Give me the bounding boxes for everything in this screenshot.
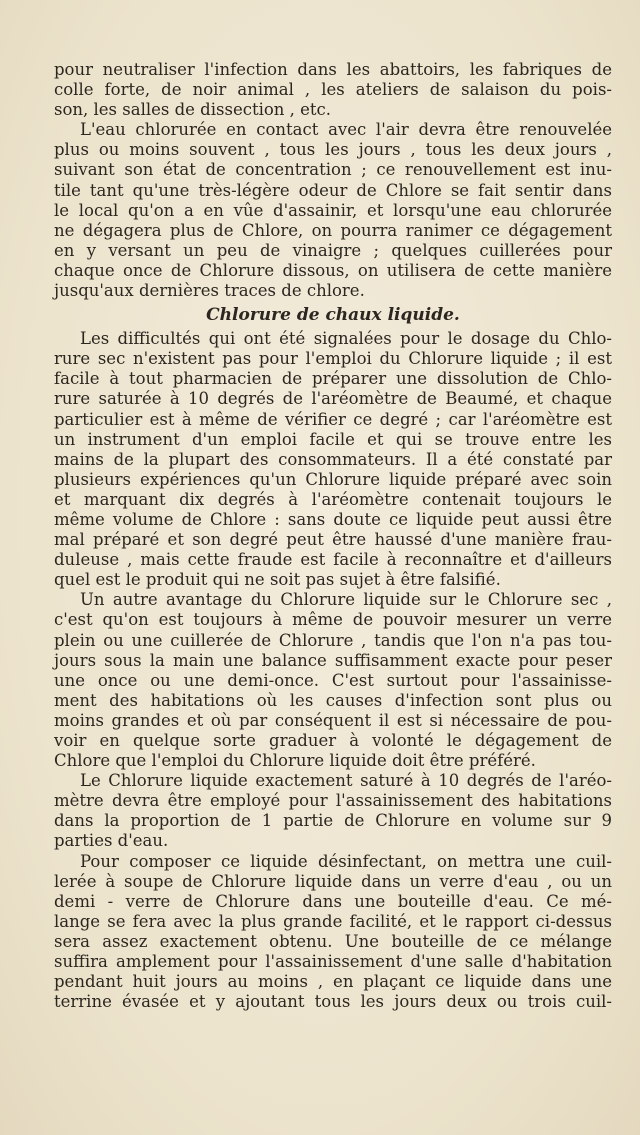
paragraph [54,771,612,851]
text-line: parties d'eau. [54,831,169,851]
text-line: jusqu'aux dernières traces de chlore. [54,281,365,301]
text-line: rure sec n'existent pas pour l'emploi du Chlorure liquide ; il est [54,349,612,369]
text-line: quel est le produit qui ne soit pas sujet à être falsifié. [54,570,501,590]
text-line: demi - verre de Chlorure dans une bouteille d'eau. Ce mé- [54,891,612,911]
text-line: L'eau chlorurée en contact avec l'air devra être renouvelée [80,120,612,140]
text-line: mètre devra être employé pour l'assainissement des habitations [54,791,612,811]
text-line: mains de la plupart des consommateurs. Il a été constaté par [54,449,612,469]
text-line: Chlore que l'emploi du Chlorure liquide doit être préféré. [54,751,536,771]
text-line: jours sous la main une balance suffisamment exacte pour peser [54,650,612,670]
text-line: rure saturée à 10 degrés de l'aréomètre de Beaumé, et chaque [54,389,612,409]
text-line: même volume de Chlore : sans doute ce liquide peut aussi être [54,509,612,529]
text-line: pour neutraliser l'infection dans les abattoirs, les fabriques de [54,60,612,79]
paragraph [54,852,612,1013]
text-line: ment des habitations où les causes d'infection sont plus ou [54,690,612,710]
paragraph [54,590,612,771]
text-line: suivant son état de concentration ; ce renouvellement est inu- [54,160,612,180]
text-line: mal préparé et son degré peut être haussé d'une manière frau- [54,530,612,550]
text-line: duleuse , mais cette fraude est facile à reconnaître et d'ailleurs [54,550,612,570]
text-line: une once ou une demi-once. C'est surtout pour l'assainisse- [54,670,612,690]
text-line: Pour composer ce liquide désinfectant, on mettra une cuil- [80,851,612,871]
text-line: chaque once de Chlorure dissous, on utilisera de cette manière [54,260,612,280]
text-line: moins grandes et où par conséquent il est si nécessaire de pou- [54,710,612,730]
text-line: son, les salles de dissection , etc. [54,100,332,120]
text-line: Un autre avantage du Chlorure liquide sur le Chlorure sec , [80,590,612,610]
text-line: terrine évasée et y ajoutant tous les jours deux ou trois cuil- [54,992,612,1012]
text-line: suffira amplement pour l'assainissement d'une salle d'habitation [54,952,612,972]
text-line: et marquant dix degrés à l'aréomètre contenait toujours le [54,489,612,509]
text-line: le local qu'on a en vûe d'assainir, et lorsqu'une eau chlorurée [54,200,612,220]
text-line: en y versant un peu de vinaigre ; quelques cuillerées pour [54,240,612,260]
text-line: facile à tout pharmacien de préparer une dissolution de Chlo- [54,369,612,389]
text-line: sera assez exactement obtenu. Une bouteille de ce mélange [54,931,612,951]
paragraph [54,120,612,301]
text-line: tile tant qu'une très-légère odeur de Chlore se fait sentir dans [54,180,612,200]
section-heading: Chlorure de chaux liquide. [206,305,460,326]
paragraph [54,329,612,590]
text-line: un instrument d'un emploi facile et qui se trouve entre les [54,429,612,449]
text-line: particulier est à même de vérifier ce degré ; car l'aréomètre est [54,409,612,429]
text-block [54,60,612,1012]
text-line: voir en quelque sorte graduer à volonté le dégagement de [54,731,612,750]
text-line: lerée à soupe de Chlorure liquide dans un verre d'eau , ou un [54,871,612,891]
text-line: dans la proportion de 1 partie de Chlorure en volume sur 9 [54,811,612,831]
text-line: Les difficultés qui ont été signalées pour le dosage du Chlo- [80,329,612,349]
text-line: ne dégagera plus de Chlore, on pourra ranimer ce dégagement [54,220,612,240]
text-line: lange se fera avec la plus grande facilité, et le rapport ci-dessus [54,911,612,931]
text-line: c'est qu'on est toujours à même de pouvoir mesurer un verre [54,610,612,630]
text-line: plein ou une cuillerée de Chlorure , tandis que l'on n'a pas tou- [54,630,612,650]
text-line: Le Chlorure liquide exactement saturé à 10 degrés de l'aréo- [80,771,612,791]
text-line: plus ou moins souvent , tous les jours , tous les deux jours , [54,140,612,160]
text-line: colle forte, de noir animal , les ateliers de salaison du pois- [54,80,612,100]
text-line: plusieurs expériences qu'un Chlorure liquide préparé avec soin [54,469,612,489]
text-line: pendant huit jours au moins , en plaçant ce liquide dans une [54,972,612,992]
paragraph [54,60,612,120]
